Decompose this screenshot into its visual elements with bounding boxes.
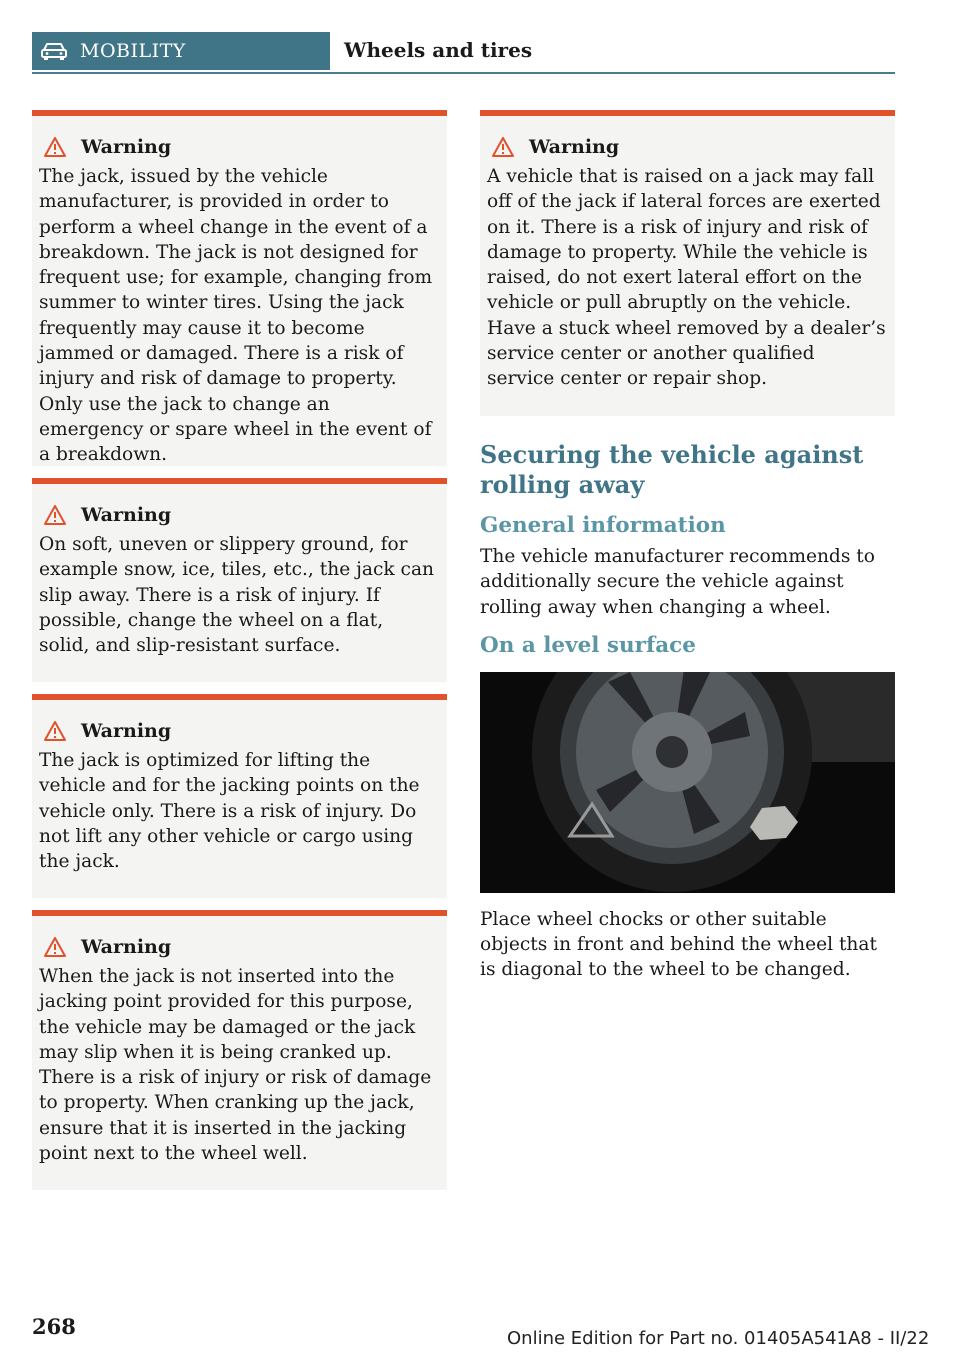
left-column (32, 110, 447, 1202)
section-title: Wheels and tires (344, 38, 533, 62)
warning-title: Warning (81, 504, 172, 526)
warning-box (32, 910, 447, 1190)
warning-text: The jack is optimized for lifting the vehicle and for the jacking points on the vehicle only. There is a risk of injury. Do not lift any other vehicle or cargo using the jack. (39, 750, 420, 873)
warning-box (480, 110, 895, 416)
page-number: 268 (32, 1314, 76, 1339)
chapter-tab (32, 32, 330, 70)
warning-triangle-icon (43, 504, 67, 526)
warning-title: Warning (81, 720, 172, 742)
warning-title: Warning (529, 136, 620, 158)
edition-footer: Online Edition for Part no. 01405A541A8 - II/22 (507, 1328, 930, 1349)
chapter-label: MOBILITY (80, 40, 186, 62)
warning-text: The jack, issued by the vehicle manufacturer, is provided in order to perform a wheel change in the event of a breakdown. The jack is not designed for frequent use; for example, changing from summer to winter tires. Using the jack frequently may cause it to become jammed or damaged. There is a risk of injury and risk of damage to property. Only use the jack to change an emergency or spare wheel in the event of a breakdown. (39, 166, 433, 466)
warning-triangle-icon (491, 136, 515, 158)
subsection-heading: On a level surface (480, 632, 696, 658)
warning-text: When the jack is not inserted into the jacking point provided for this purpose, the vehicle may be damaged or the jack may slip when it is being cranked up. There is a risk of injury or risk of damage to property. When cranking up the jack, ensure that it is inserted in the jacking point next to the wheel well. (39, 966, 432, 1165)
right-column (480, 110, 895, 995)
warning-text: A vehicle that is raised on a jack may fall off of the jack if lateral forces are exerted on it. There is a risk of injury and risk of damage to property. While the vehicle is raised, do not exert lateral effort on the vehicle or pull abruptly on the vehicle. Have a stuck wheel removed by a dealer’s service center or another qualified service center or repair shop. (487, 166, 886, 390)
page-header (32, 32, 895, 74)
warning-box (32, 110, 447, 466)
warning-box (32, 694, 447, 898)
warning-title: Warning (81, 936, 172, 958)
car-front-icon (40, 41, 68, 61)
section-heading: Securing the vehicle against rolling away (480, 440, 864, 499)
warning-triangle-icon (43, 136, 67, 158)
warning-triangle-icon (43, 720, 67, 742)
warning-title: Warning (81, 136, 172, 158)
warning-triangle-icon (43, 936, 67, 958)
image-caption: Place wheel chocks or other suitable objects in front and behind the wheel that is diagonal to the wheel to be changed. (480, 908, 877, 981)
wheel-chocks-image (480, 672, 895, 893)
warning-box (32, 478, 447, 682)
body-paragraph: The vehicle manufacturer recommends to additionally secure the vehicle against rolling away when changing a wheel. (480, 546, 875, 618)
subsection-heading: General information (480, 513, 726, 538)
warning-text: On soft, uneven or slippery ground, for example snow, ice, tiles, etc., the jack can slip away. There is a risk of injury. If possible, change the wheel on a flat, solid, and slip-resistant surface. (39, 534, 435, 657)
